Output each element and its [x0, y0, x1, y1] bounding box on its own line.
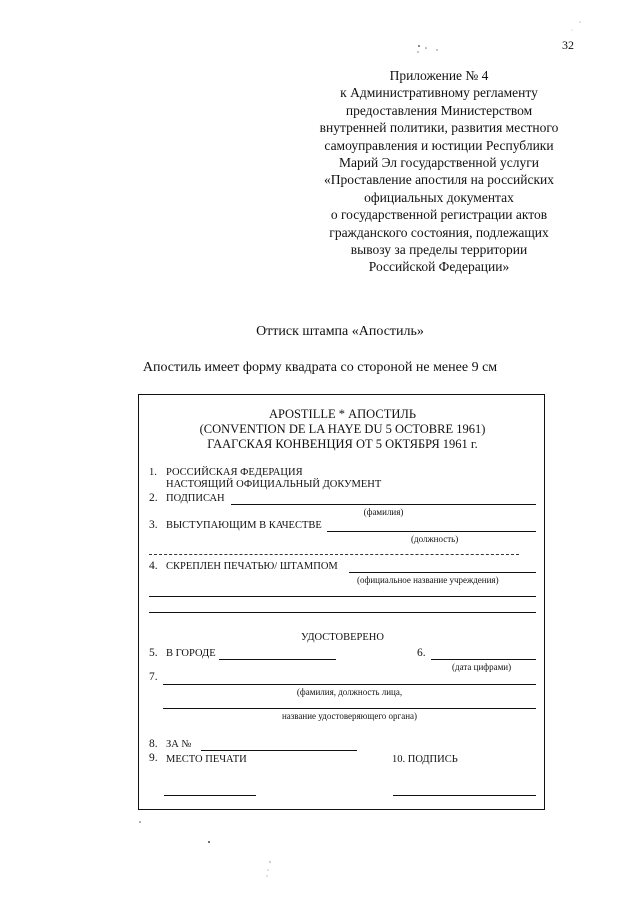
- item-7-number: 7.: [149, 671, 158, 683]
- form-title-line-2: (CONVENTION DE LA HAYE DU 5 OCTOBRE 1961): [199, 422, 486, 436]
- item-9-label: МЕСТО ПЕЧАТИ: [166, 754, 247, 765]
- page-number: 32: [562, 38, 574, 52]
- item-4-label: СКРЕПЛЕН ПЕЧАТЬЮ/ ШТАМПОМ: [166, 561, 338, 572]
- header-line: вывозу за пределы территории: [350, 242, 528, 258]
- seal-extra-line-2: [149, 612, 536, 613]
- header-line: «Проставление апостиля на российских: [323, 172, 555, 188]
- item-2-number: 2.: [149, 492, 158, 504]
- signed-by-line: [231, 504, 536, 505]
- capacity-extra-line: [149, 554, 519, 555]
- item-4-hint: (официальное название учреждения): [357, 575, 499, 585]
- header-line: внутренней политики, развития местного: [319, 120, 559, 136]
- item-8-label: ЗА №: [166, 739, 192, 750]
- item-7-hint-1: (фамилия, должность лица,: [296, 687, 403, 697]
- capacity-line: [327, 531, 536, 532]
- number-line: [201, 750, 357, 751]
- item-3-number: 3.: [149, 519, 158, 531]
- item-2-hint: (фамилия): [363, 507, 404, 517]
- item-4-number: 4.: [149, 560, 158, 572]
- item-6-number: 6.: [417, 647, 426, 659]
- header-line: о государственной регистрации актов: [330, 207, 548, 223]
- seal-extra-line-1: [149, 596, 536, 597]
- header-line: Российской Федерации»: [368, 259, 510, 275]
- item-3-hint: (должность): [411, 534, 459, 544]
- official-line-1: [163, 684, 536, 685]
- item-6-hint: (дата цифрами): [452, 662, 512, 672]
- item-1-number: 1.: [149, 467, 157, 478]
- appendix-header: [298, 67, 580, 276]
- header-line: Марий Эл государственной услуги: [339, 155, 539, 171]
- form-title-line-3: ГААГСКАЯ КОНВЕНЦИЯ ОТ 5 ОКТЯБРЯ 1961 г.: [207, 437, 478, 451]
- seal-place-line: [164, 795, 256, 796]
- form-note: Апостиль имеет форму квадрата со стороной не менее 9 см: [142, 360, 498, 375]
- signature-line: [393, 795, 536, 796]
- header-line: Приложение № 4: [389, 68, 489, 83]
- item-10-label: 10. ПОДПИСЬ: [392, 754, 458, 765]
- date-line: [431, 659, 536, 660]
- item-8-number: 8.: [149, 738, 158, 750]
- item-1-line-2: НАСТОЯЩИЙ ОФИЦИАЛЬНЫЙ ДОКУМЕНТ: [166, 479, 382, 490]
- item-7-hint-2: название удостоверяющего органа): [281, 711, 418, 721]
- seal-line: [349, 572, 536, 573]
- header-line: к Административному регламенту: [340, 85, 538, 101]
- header-line: гражданского состояния, подлежащих: [329, 224, 549, 240]
- item-1-line-1: РОССИЙСКАЯ ФЕДЕРАЦИЯ: [166, 467, 303, 478]
- item-5-label: В ГОРОДЕ: [166, 648, 216, 659]
- item-5-number: 5.: [149, 647, 158, 659]
- official-line-2: [163, 708, 536, 709]
- stamp-title: Оттиск штампа «Апостиль»: [256, 324, 424, 339]
- header-line: самоуправления и юстиции Республики: [324, 137, 554, 153]
- city-line: [219, 659, 336, 660]
- apostille-form: [138, 394, 545, 810]
- certified-heading: УДОСТОВЕРЕНО: [301, 632, 384, 643]
- item-9-number: 9.: [149, 752, 158, 764]
- item-3-label: ВЫСТУПАЮЩИМ В КАЧЕСТВЕ: [166, 520, 322, 531]
- form-title-line-1: APOSTILLE * АПОСТИЛЬ: [268, 407, 417, 421]
- header-line: предоставления Министерством: [345, 102, 533, 118]
- item-2-label: ПОДПИСАН: [166, 493, 225, 504]
- header-line: официальных документах: [364, 189, 514, 205]
